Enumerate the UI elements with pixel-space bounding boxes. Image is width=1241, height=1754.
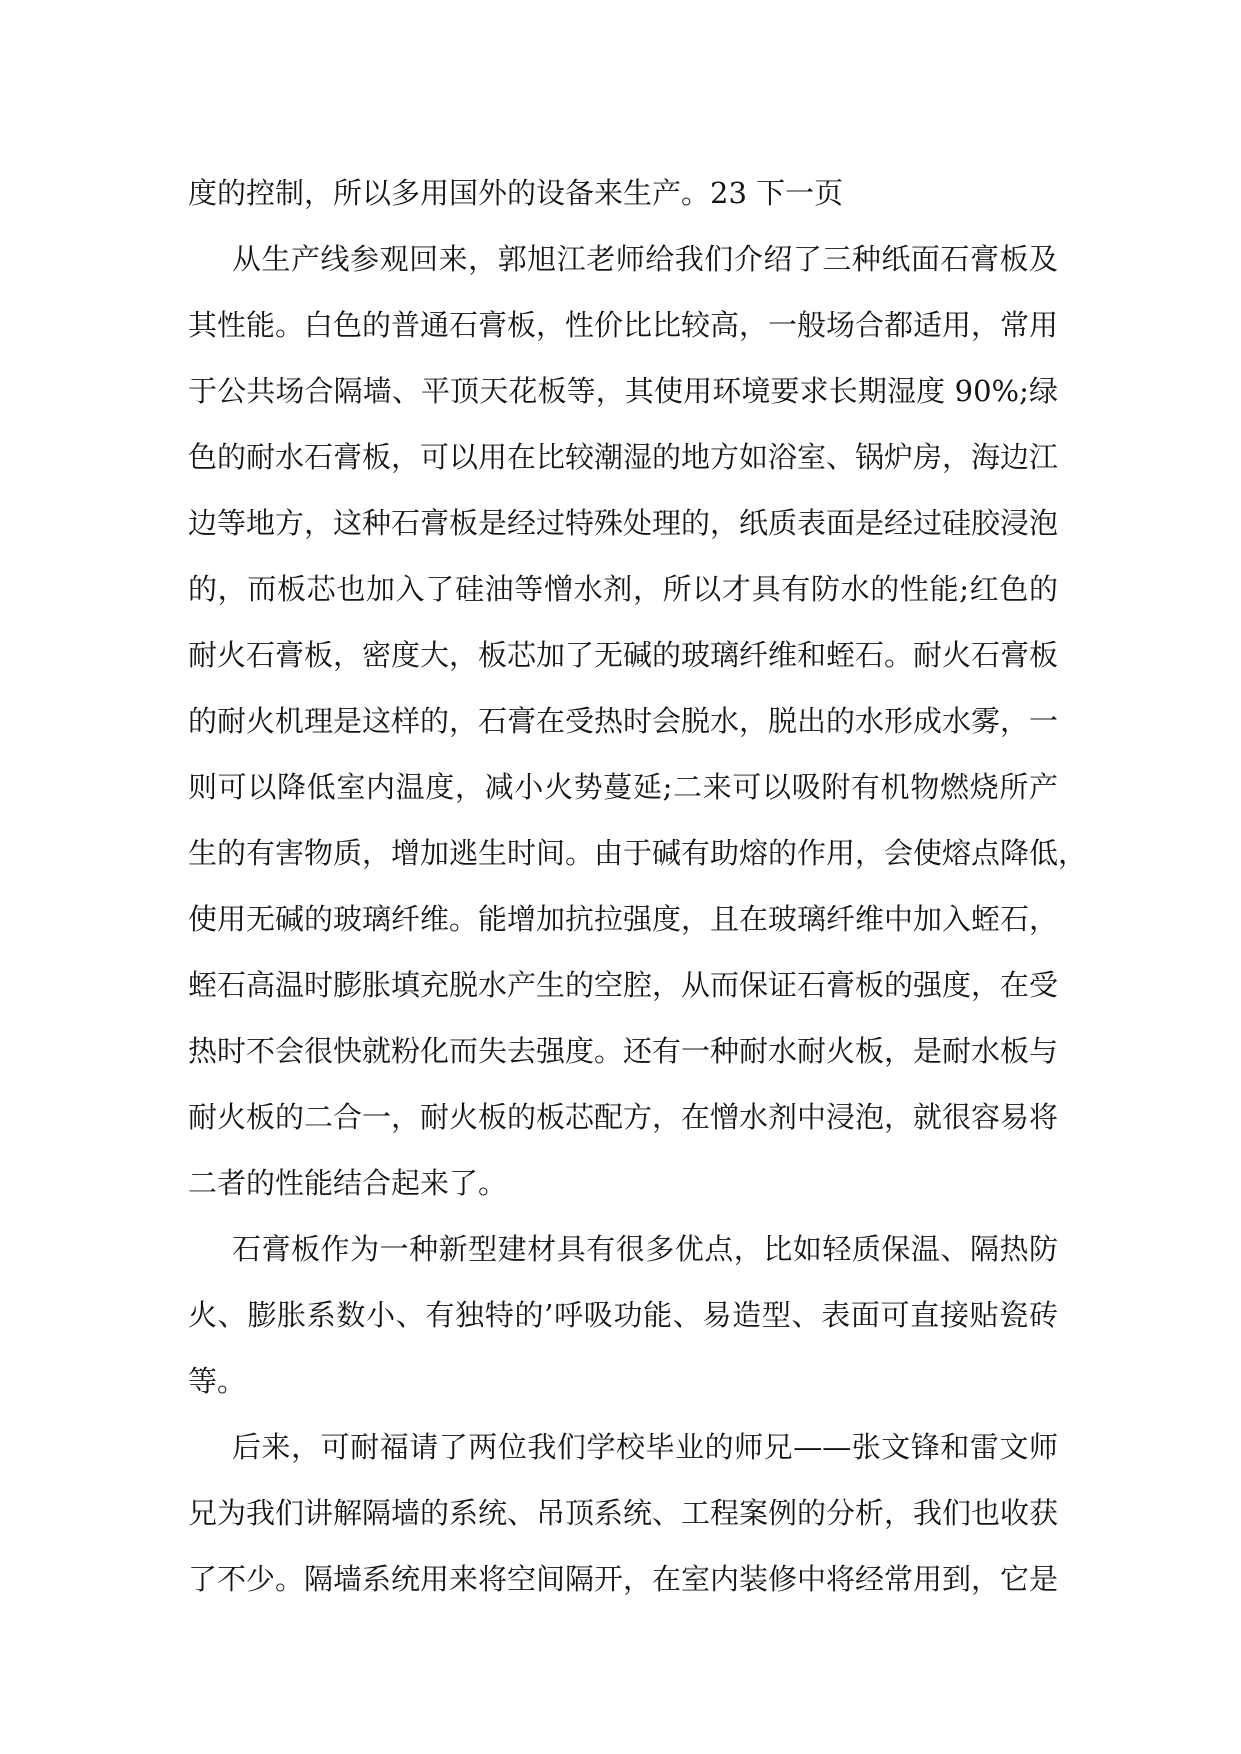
text-line: 热时不会很快就粉化而失去强度。还有一种耐水耐火板，是耐水板与 (188, 1034, 1059, 1068)
text-line: 蛭石高温时膨胀填充脱水产生的空腔，从而保证石膏板的强度，在受 (188, 968, 1059, 1002)
text-line: 度的控制，所以多用国外的设备来生产。23 下一页 (188, 176, 844, 210)
text-line: 边等地方，这种石膏板是经过特殊处理的，纸质表面是经过硅胶浸泡 (188, 506, 1059, 540)
text-line: 等。 (188, 1364, 247, 1398)
text-line: 兄为我们讲解隔墙的系统、吊顶系统、工程案例的分析，我们也收获 (188, 1496, 1059, 1530)
text-line: 使用无碱的玻璃纤维。能增加抗拉强度，且在玻璃纤维中加入蛭石， (188, 902, 1059, 936)
text-line: 的，而板芯也加入了硅油等憎水剂，所以才具有防水的性能;红色的 (188, 572, 1058, 606)
text-line: 二者的性能结合起来了。 (188, 1166, 508, 1200)
paragraph-3 (188, 1216, 1058, 1414)
text-line: 则可以降低室内温度，减小火势蔓延;二来可以吸附有机物燃烧所产 (188, 770, 1058, 804)
text-line: 火、膨胀系数小、有独特的’呼吸功能、易造型、表面可直接贴瓷砖 (188, 1298, 1058, 1332)
text-line: 后来，可耐福请了两位我们学校毕业的师兄——张文锋和雷文师 (232, 1430, 1058, 1464)
text-line: 从生产线参观回来，郭旭江老师给我们介绍了三种纸面石膏板及 (232, 242, 1058, 276)
text-line: 石膏板作为一种新型建材具有很多优点，比如轻质保温、隔热防 (232, 1232, 1058, 1266)
text-line: 其性能。白色的普通石膏板，性价比比较高，一般场合都适用，常用 (188, 308, 1059, 342)
document-body (188, 160, 1088, 1612)
text-line: 了不少。隔墙系统用来将空间隔开，在室内装修中将经常用到，它是 (188, 1562, 1059, 1596)
text-line: 于公共场合隔墙、平顶天花板等，其使用环境要求长期湿度 90%;绿 (188, 374, 1058, 408)
text-line: 生的有害物质，增加逃生时间。由于碱有助熔的作用，会使熔点降低， (188, 836, 1088, 870)
text-line: 色的耐水石膏板，可以用在比较潮湿的地方如浴室、锅炉房，海边江 (188, 440, 1059, 474)
text-line: 耐火石膏板，密度大，板芯加了无碱的玻璃纤维和蛭石。耐火石膏板 (188, 638, 1059, 672)
text-line: 耐火板的二合一，耐火板的板芯配方，在憎水剂中浸泡，就很容易将 (188, 1100, 1059, 1134)
paragraph-4 (188, 1414, 1058, 1612)
paragraph-1 (188, 160, 1058, 226)
paragraph-2 (188, 226, 1088, 1216)
text-line: 的耐火机理是这样的，石膏在受热时会脱水，脱出的水形成水雾，一 (188, 704, 1059, 738)
